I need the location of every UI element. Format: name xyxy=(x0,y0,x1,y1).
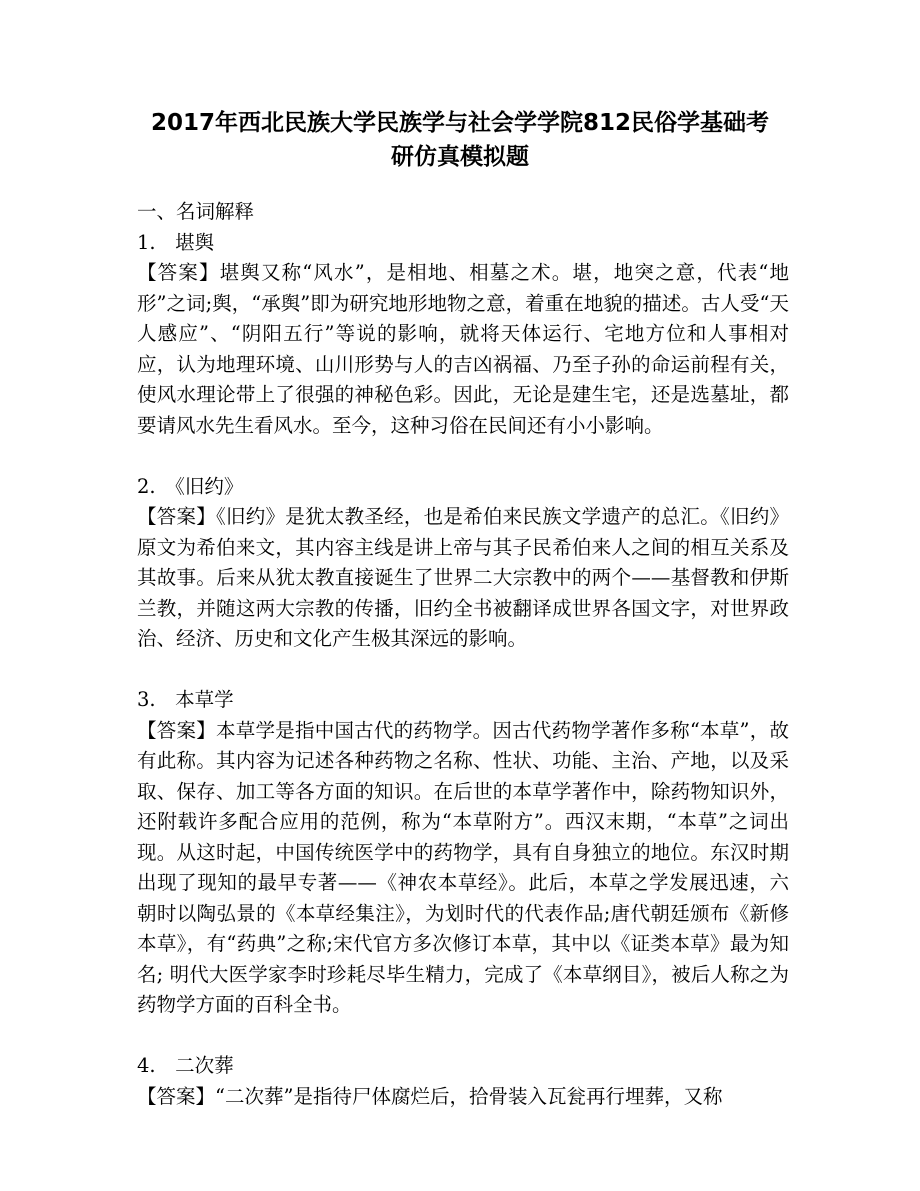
paragraph-gap xyxy=(137,1021,789,1052)
item-heading-3: 3. 本草学 xyxy=(137,688,234,711)
document-title xyxy=(100,106,820,174)
item-heading-1: 1. 堪舆 xyxy=(137,230,215,254)
section-heading: 一、名词解释 xyxy=(137,200,255,223)
document-body xyxy=(137,197,789,1112)
item-heading-2: 2. 《旧约》 xyxy=(137,474,244,498)
paragraph-gap xyxy=(137,655,789,686)
item-answer-2: 【答案】《旧约》是犹太教圣经，也是希伯来民族文学遗产的总汇。《旧约》原文为希伯来文，其内容主线是讲上帝与其子民希伯来人之间的相互关系及其故事。后来从犹太教直接诞生了世界二大宗教中的两个——基督教和伊斯兰教，并随这两大宗教的传播，旧约全书被翻译成世界各国文字，对世界政治、经济、历史和文化产生极其深远的影响。 xyxy=(137,505,789,650)
item-answer-4: 【答案】“二次葬”是指待尸体腐烂后，拾骨装入瓦瓮再行埋葬，又称 xyxy=(137,1084,723,1108)
title-line-1: 2017年西北民族大学民族学与社会学学院812民俗学基础考 xyxy=(150,110,770,136)
item-answer-1: 【答案】堪舆又称“风水”，是相地、相墓之术。堪，地突之意，代表“地形”之词;舆，“承舆”即为研究地形地物之意，着重在地貌的描述。古人受“天人感应”、“阴阳五行”等说的影响，就将天体运行、宅地方位和人事相对应，认为地理环境、山川形势与人的吉凶祸福、乃至子孙的命运前程有关，使风水理论带上了很强的神秘色彩。因此，无论是建生宅，还是选墓址，都要请风水先生看风水。至今，这种习俗在民间还有小小影响。 xyxy=(137,261,789,437)
paragraph-gap xyxy=(137,441,789,472)
item-answer-3: 【答案】本草学是指中国古代的药物学。因古代药物学著作多称“本草”，故有此称。其内容为记述各种药物之名称、性状、功能、主治、产地，以及采取、保存、加工等各方面的知识。在后世的本草学著作中，除药物知识外，还附载许多配合应用的范例，称为“本草附方”。西汉末期，“本草”之词出现。从这时起，中国传统医学中的药物学，具有自身独立的地位。东汉时期出现了现知的最早专著——《神农本草经》。此后，本草之学发展迅速，六朝时以陶弘景的《本草经集注》，为划时代的代表作品;唐代朝廷颁布《新修本草》，有“药典”之称;宋代官方多次修订本草，其中以《证类本草》最为知名; 明代大医学家李时珍耗尽毕生精力，完成了《本草纲目》，被后人称之为药物学方面的百科全书。 xyxy=(137,718,789,1016)
item-heading-4: 4. 二次葬 xyxy=(137,1054,234,1077)
title-line-2: 研仿真模拟题 xyxy=(391,144,529,170)
